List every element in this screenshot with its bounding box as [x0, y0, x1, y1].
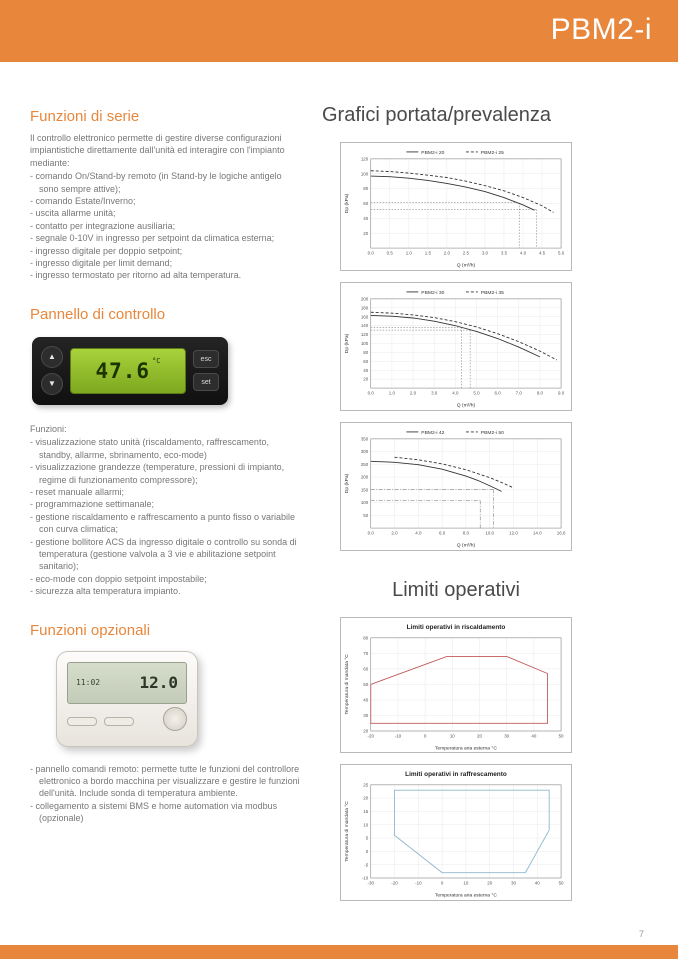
svg-text:40: 40 [363, 697, 369, 703]
cooling-limits-svg [341, 765, 571, 900]
down-arrow-icon: ▼ [48, 379, 56, 389]
svg-text:200: 200 [360, 296, 369, 302]
section-title-funzioni-di-serie: Funzioni di serie [30, 108, 140, 125]
svg-text:4.0: 4.0 [415, 530, 422, 536]
down-arrow-button [41, 373, 63, 395]
svg-text:10: 10 [463, 880, 469, 886]
controller-display-value: 47.6 [95, 358, 151, 383]
svg-text:7.0: 7.0 [515, 390, 522, 396]
svg-text:2.0: 2.0 [409, 390, 417, 396]
heating-limits-svg [341, 618, 571, 753]
list-item: - pannello comandi remoto: permette tutte le funzioni del controllore elettronico a bordo macchina per visualizzare e gestire le funzioni dell'unità. Include sonda di temperatura ambiente. [30, 763, 300, 799]
controller-lcd-display [70, 348, 186, 394]
thermostat-lcd-time: 11:02 [76, 678, 101, 688]
svg-text:20: 20 [487, 880, 493, 886]
svg-text:100: 100 [360, 171, 369, 177]
list-item: - visualizzazione stato unità (riscaldamento, raffrescamento, standby, allarme, sbrinamento, eco-mode) [30, 437, 269, 460]
svg-text:25: 25 [363, 782, 369, 788]
thermostat-lcd-temperature: 12.0 [139, 673, 178, 693]
flow-head-chart-pbm2i-30-35 [340, 282, 572, 411]
svg-text:60: 60 [363, 201, 369, 207]
svg-text:-5: -5 [364, 862, 369, 868]
flow-head-chart-pbm2i-42-50 [340, 422, 572, 551]
svg-text:4.0: 4.0 [452, 390, 459, 396]
svg-text:PBM2-i 20: PBM2-i 20 [421, 150, 445, 156]
svg-text:Temperatura di mandata °C: Temperatura di mandata °C [344, 801, 350, 863]
svg-text:120: 120 [360, 332, 369, 338]
svg-text:1.5: 1.5 [424, 250, 431, 256]
svg-text:20: 20 [477, 733, 482, 739]
svg-text:10.0: 10.0 [485, 530, 495, 536]
svg-text:Limiti operativi in raffrescam: Limiti operativi in raffrescamento [405, 771, 507, 779]
svg-text:0: 0 [440, 880, 444, 886]
svg-text:4.0: 4.0 [519, 250, 527, 256]
svg-text:-20: -20 [391, 880, 398, 886]
svg-text:PBM2-i 50: PBM2-i 50 [480, 430, 504, 436]
svg-text:350: 350 [360, 436, 369, 442]
section-title-pannello-di-controllo: Pannello di controllo [30, 305, 166, 323]
thermostat-controls [67, 713, 187, 731]
list-item: - comando Estate/Inverno; [30, 196, 136, 207]
set-button: set [193, 373, 219, 391]
svg-text:Dp (kPa): Dp (kPa) [344, 473, 350, 493]
svg-text:10: 10 [449, 733, 455, 739]
svg-text:Dp (kPa): Dp (kPa) [344, 333, 350, 354]
list-item: - ingresso digitale per limit demand; [30, 258, 173, 269]
list-item: - sicurezza alta temperatura impianto. [30, 586, 181, 597]
svg-text:60: 60 [363, 666, 369, 672]
right-column [322, 104, 656, 912]
svg-text:4.5: 4.5 [538, 250, 546, 256]
svg-text:30: 30 [511, 880, 516, 886]
svg-text:PBM2-i 42: PBM2-i 42 [421, 430, 445, 436]
list-item: - uscita allarme unità; [30, 208, 116, 219]
thermostat-button [67, 717, 97, 726]
list-item: - gestione riscaldamento e raffrescamento a punto fisso o variabile con curva climatica; [30, 511, 295, 535]
thermostat-knob [163, 707, 187, 731]
svg-text:3.0: 3.0 [481, 250, 489, 256]
svg-text:0.0: 0.0 [367, 250, 374, 256]
svg-text:Limiti operativi in riscaldame: Limiti operativi in riscaldamento [406, 623, 506, 631]
svg-text:-20: -20 [367, 733, 374, 739]
svg-text:150: 150 [360, 487, 369, 493]
funzioni-label: Funzioni: [30, 423, 67, 434]
svg-text:-10: -10 [394, 733, 402, 739]
svg-text:20: 20 [363, 376, 369, 382]
svg-text:30: 30 [504, 733, 510, 739]
svg-text:12.0: 12.0 [509, 530, 518, 536]
list-item: - collegamento a sistemi BMS e home automation via modbus (opzionale) [30, 800, 278, 824]
svg-text:50: 50 [363, 512, 369, 518]
svg-text:Temperatura aria esterna °C: Temperatura aria esterna °C [434, 893, 497, 899]
charts-section-heading: Grafici portata/prevalenza [322, 104, 552, 126]
svg-text:5: 5 [365, 836, 369, 842]
svg-text:5.0: 5.0 [557, 250, 565, 256]
remote-panel-photo [56, 651, 198, 747]
serie-intro-paragraph: Il controllo elettronico permette di gestire diverse configurazioni impiantistiche direttamente dall'unità ed interagire con l'impianto mediante: [30, 133, 285, 168]
svg-text:40: 40 [531, 733, 537, 739]
svg-text:2.0: 2.0 [391, 530, 398, 536]
svg-text:Temperatura di mandata °C: Temperatura di mandata °C [344, 653, 350, 715]
left-column [30, 108, 302, 825]
svg-text:100: 100 [360, 499, 369, 505]
up-arrow-button [41, 346, 63, 368]
svg-text:6.0: 6.0 [439, 530, 446, 536]
svg-text:15: 15 [363, 809, 369, 815]
svg-text:80: 80 [363, 349, 369, 355]
svg-text:0: 0 [365, 849, 369, 855]
svg-text:Temperatura aria esterna °C: Temperatura aria esterna °C [434, 746, 497, 752]
svg-text:-10: -10 [415, 880, 422, 886]
svg-text:PBM2-i 35: PBM2-i 35 [480, 290, 504, 296]
svg-text:16.0: 16.0 [556, 530, 566, 536]
page-title: PBM2-i [550, 13, 652, 46]
list-item: - programmazione settimanale; [30, 499, 155, 510]
svg-text:3.5: 3.5 [500, 250, 508, 256]
svg-text:0: 0 [423, 733, 427, 739]
list-item: - comando On/Stand-by remoto (in Stand-by le logiche antigelo sono sempre attive); [30, 171, 282, 194]
pannello-feature-list [30, 436, 302, 597]
svg-text:70: 70 [363, 650, 369, 656]
list-item: - ingresso digitale per doppio setpoint; [30, 245, 183, 256]
svg-text:80: 80 [363, 635, 369, 641]
svg-text:180: 180 [360, 305, 369, 311]
svg-text:10: 10 [363, 822, 369, 828]
svg-text:6.0: 6.0 [494, 390, 501, 396]
svg-text:140: 140 [360, 323, 369, 329]
svg-text:8.0: 8.0 [536, 390, 544, 396]
svg-text:Q (m³/h): Q (m³/h) [456, 403, 476, 409]
svg-text:50: 50 [558, 733, 564, 739]
flow-head-chart-pbm2i-20-25 [340, 142, 572, 271]
svg-text:120: 120 [360, 156, 369, 162]
svg-text:2.5: 2.5 [462, 250, 470, 256]
cooling-limits-chart [340, 764, 572, 901]
svg-text:50: 50 [363, 681, 369, 687]
list-item: - contatto per integrazione ausiliaria; [30, 220, 176, 231]
svg-text:14.0: 14.0 [532, 530, 542, 536]
svg-text:80: 80 [363, 186, 369, 192]
svg-text:200: 200 [360, 474, 369, 480]
list-item: - gestione bollitore ACS da ingresso digitale o controllo su sonda di temperatura (gestione valvola a 3 vie e abilitazione setpoint sanitario); [30, 536, 297, 572]
flow-head-chart-svg [341, 423, 571, 550]
svg-text:50: 50 [558, 880, 564, 886]
controller-display-unit: °C [152, 356, 161, 365]
svg-text:Q (m³/h): Q (m³/h) [456, 263, 476, 269]
svg-text:2.0: 2.0 [443, 250, 450, 256]
page-number: 7 [638, 929, 644, 939]
svg-text:1.0: 1.0 [405, 250, 412, 256]
flow-head-chart-svg [341, 143, 571, 270]
svg-text:40: 40 [363, 367, 369, 373]
list-item: - eco-mode con doppio setpoint impostabile; [30, 573, 207, 584]
list-item: - segnale 0-10V in ingresso per setpoint da climatica esterna; [30, 233, 275, 244]
svg-text:PBM2-i 30: PBM2-i 30 [421, 290, 445, 296]
svg-text:100: 100 [360, 340, 369, 346]
svg-text:60: 60 [363, 358, 369, 364]
svg-text:3.0: 3.0 [431, 390, 438, 396]
svg-text:-30: -30 [367, 880, 374, 886]
svg-text:160: 160 [360, 314, 369, 320]
list-item: - visualizzazione grandezze (temperature, pressioni di impianto, regime di funzionamento compressore); [30, 462, 285, 485]
svg-text:PBM2-i 25: PBM2-i 25 [480, 150, 504, 156]
svg-text:1.0: 1.0 [388, 390, 395, 396]
svg-text:8.0: 8.0 [462, 530, 470, 536]
svg-text:20: 20 [363, 728, 369, 734]
serie-feature-list [30, 170, 302, 282]
svg-text:0.5: 0.5 [386, 250, 393, 256]
svg-text:-10: -10 [361, 876, 369, 882]
svg-text:Dp (kPa): Dp (kPa) [344, 193, 350, 214]
list-item: - ingresso termostato per ritorno ad alta temperatura. [30, 270, 242, 281]
svg-text:40: 40 [534, 880, 540, 886]
svg-text:20: 20 [363, 230, 369, 236]
footer-bar [0, 945, 678, 959]
section-title-funzioni-opzionali: Funzioni opzionali [30, 621, 151, 639]
svg-text:30: 30 [363, 712, 369, 718]
heating-limits-chart [340, 617, 572, 754]
esc-button: esc [193, 350, 219, 368]
flow-head-chart-svg [341, 283, 571, 410]
list-item: - reset manuale allarmi; [30, 486, 125, 497]
controller-right-buttons [193, 350, 219, 391]
header-bar [0, 0, 678, 62]
thermostat-lcd [67, 662, 187, 704]
controller-panel-photo [32, 337, 228, 405]
up-arrow-icon: ▲ [48, 352, 56, 362]
limits-section-heading: Limiti operativi [392, 578, 520, 601]
svg-text:Q (m³/h): Q (m³/h) [456, 543, 476, 549]
svg-text:300: 300 [360, 448, 369, 454]
svg-text:40: 40 [363, 215, 369, 221]
thermostat-button [104, 717, 134, 726]
svg-text:20: 20 [363, 796, 369, 802]
controller-left-buttons [41, 346, 63, 395]
svg-text:0.0: 0.0 [367, 390, 374, 396]
svg-text:9.0: 9.0 [557, 390, 565, 396]
opzionali-feature-list [30, 763, 302, 825]
svg-text:250: 250 [360, 461, 369, 467]
svg-text:0.0: 0.0 [367, 530, 374, 536]
svg-text:5.0: 5.0 [473, 390, 480, 396]
